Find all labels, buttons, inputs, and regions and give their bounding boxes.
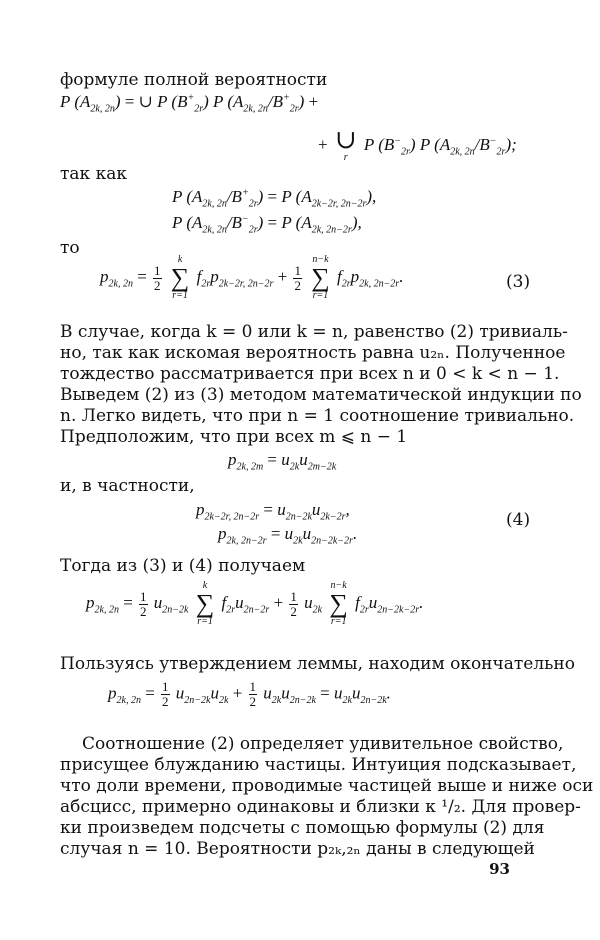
text-line: абсцисс, примерно одинаковы и близки к ¹/₂. Для провер- <box>60 797 581 817</box>
text-line: но, так как искомая вероятность равна u₂ₙ. Полученное <box>60 343 566 363</box>
formula-4-line1: $p_{2k-2r, 2n-2r} = u_{2n-2k}u_{2k-2r}$, <box>196 500 350 523</box>
text-line: В случае, когда k = 0 или k = n, равенство (2) тривиаль- <box>60 322 568 342</box>
formula-conditional-minus: P $(A_{2k, 2n}/B^-_{2r}) = P$ $(A_{2k, 2n-2r})$, <box>172 213 362 236</box>
text-line: Предположим, что при всех m ⩽ n − 1 <box>60 427 408 447</box>
text-line: так как <box>60 164 127 184</box>
text-line: n. Легко видеть, что при n = 1 соотношение тривиально. <box>60 406 575 426</box>
formula-combined: $p_{2k, 2n}$ = $\frac{1}{2}$ $u_{2n-2k}$ k ∑ r=1 $f_{2r}u_{2n-2r}$ + $\frac{1}{2}$ $u_{2k}$ n−k ∑ r=1 $f_{2r}u_{2n-2k-2r}$. <box>86 580 424 627</box>
page-number: 93 <box>489 860 510 878</box>
text-line: Пользуясь утверждением леммы, находим окончательно <box>60 654 575 674</box>
formula-total-probability-line2: + ∪ r P $(B^-_{2r})$ P $(A_{2k, 2n}/B^-_{2r})$; <box>318 125 517 163</box>
text-line: ки произведем подсчеты с помощью формулы (2) для <box>60 818 545 838</box>
text-line: Выведем (2) из (3) методом математической индукции по <box>60 385 582 405</box>
equation-number: (4) <box>506 510 531 530</box>
formula-final: $p_{2k, 2n}$ = $\frac{1}{2}$ $u_{2n-2k}u_{2k}$ + $\frac{1}{2}$ $u_{2k}u_{2n-2k} = u_{2k}u_{2n-2k}$. <box>108 679 391 709</box>
text-line: формуле полной вероятности <box>60 70 328 90</box>
formula-4-line2: $p_{2k, 2n-2r} = u_{2k}u_{2n-2k-2r}$. <box>218 524 358 547</box>
text-line: что доли времени, проводимые частицей выше и ниже оси <box>60 776 594 796</box>
text-line: случая n = 10. Вероятности p₂ₖ,₂ₙ даны в следующей <box>60 839 535 859</box>
equation-number: (3) <box>506 272 531 292</box>
text-line: Тогда из (3) и (4) получаем <box>60 556 306 576</box>
text-line: то <box>60 238 80 258</box>
text-line: Соотношение (2) определяет удивительное свойство, <box>82 734 564 754</box>
formula-conditional-plus: P $(A_{2k, 2n}/B^+_{2r}) = P$ $(A_{2k-2r, 2n-2r})$, <box>172 187 377 210</box>
text-line: и, в частности, <box>60 476 195 496</box>
text-line: тождество рассматривается при всех n и 0 < k < n − 1. <box>60 364 560 384</box>
formula-total-probability-line1: P $(A_{2k, 2n})$ = ∪ P $(B^+_{2r})$ P $(A_{2k, 2n}/B^+_{2r})$ + <box>60 92 319 115</box>
formula-induction-hypothesis: $p_{2k, 2m} = u_{2k}u_{2m-2k}$ <box>228 450 337 473</box>
text-line: присущее блужданию частицы. Интуиция подсказывает, <box>60 755 577 775</box>
equation-3: $p_{2k, 2n}$ = $\frac{1}{2}$ k ∑ r=1 $f_{2r}p_{2k-2r, 2n-2r}$ + $\frac{1}{2}$ n−k ∑ r=1 $f_{2r}p_{2k, 2n-2r}$. <box>100 254 404 301</box>
